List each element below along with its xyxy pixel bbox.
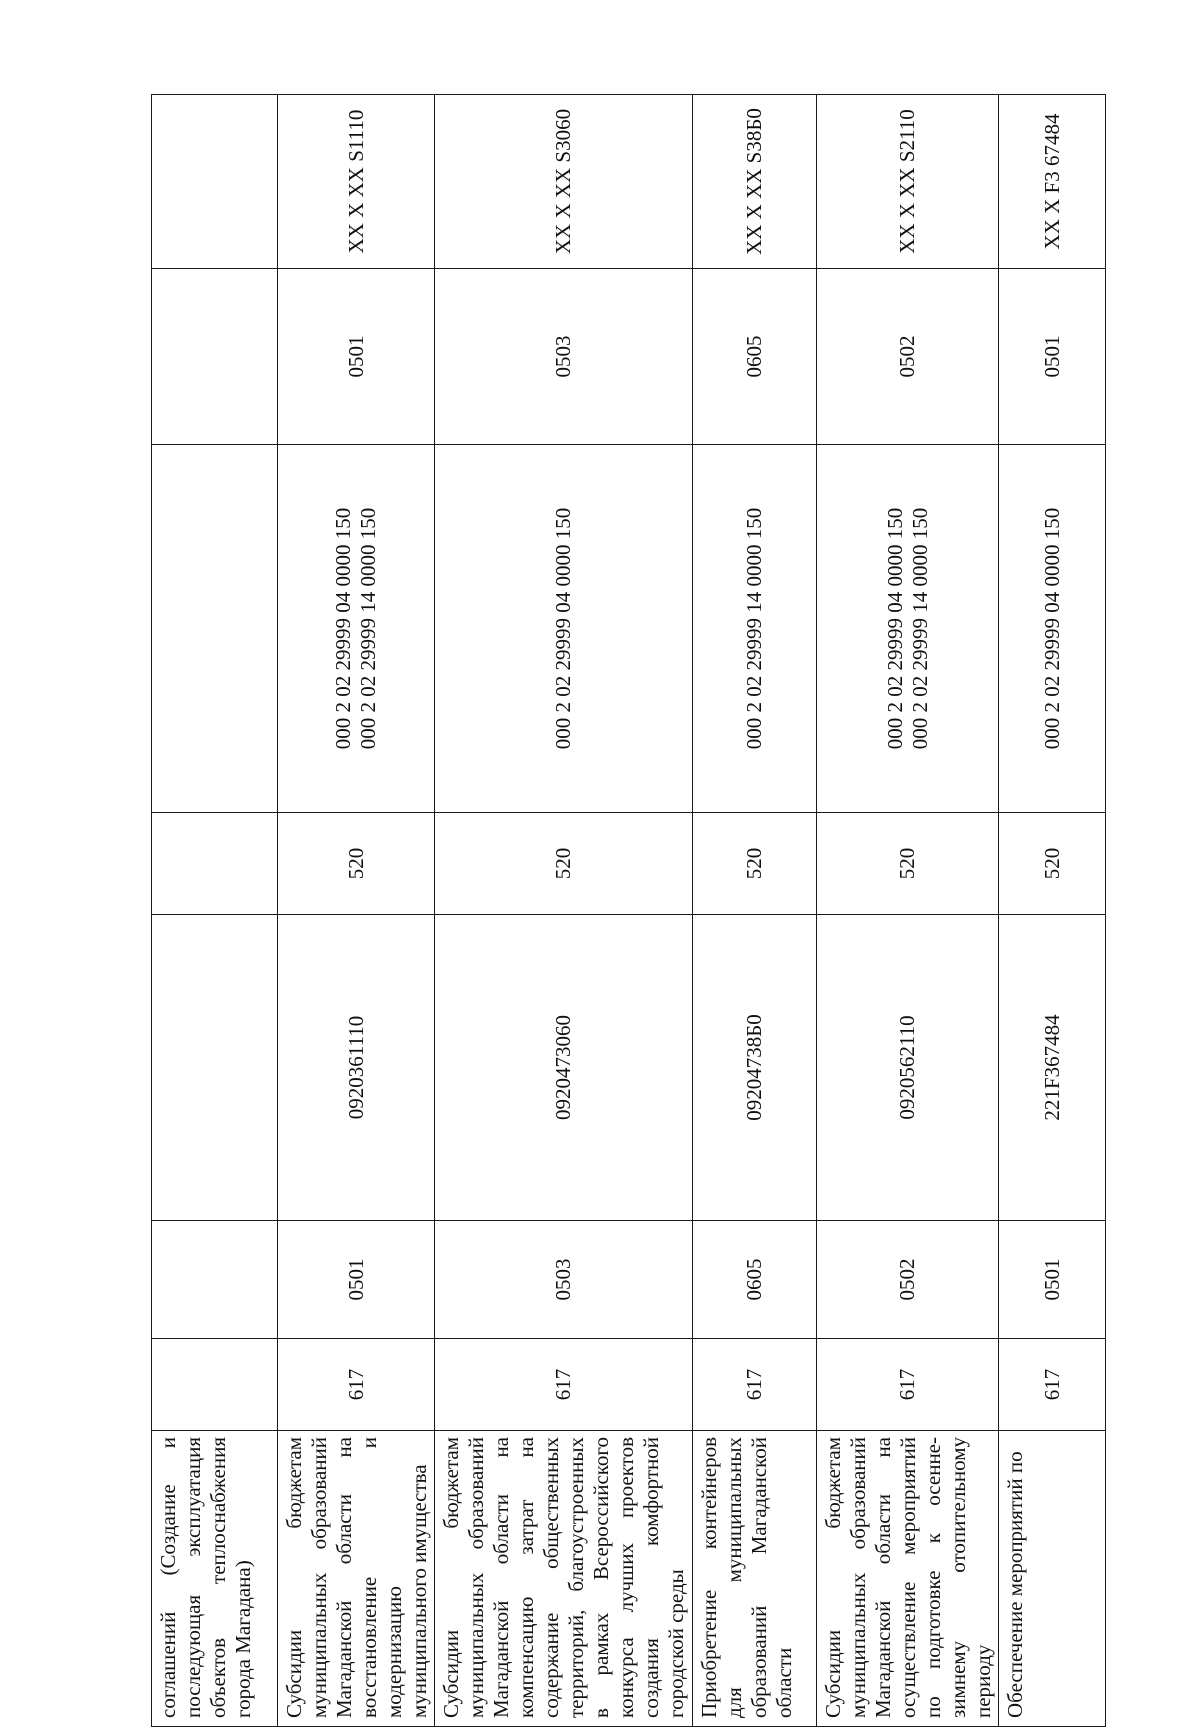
cell-income-codes (817, 445, 999, 813)
cell-razdel: 0501 (278, 1221, 435, 1339)
cell-razdel: 0503 (435, 1221, 693, 1339)
rotated-page (151, 95, 1086, 1727)
cell-razdel: 0605 (693, 1221, 817, 1339)
cell-cs-2: XX X XX S3060 (435, 95, 693, 269)
income-code: 000 2 02 29999 04 0000 150 (1039, 507, 1064, 750)
table-row (435, 95, 693, 1727)
cell-vr: 520 (817, 813, 999, 915)
cell-vr: 520 (693, 813, 817, 915)
cell-grbs: 617 (817, 1339, 999, 1431)
cell-grbs (152, 1339, 278, 1431)
cell-cs: 0920361110 (278, 915, 435, 1221)
income-code: 000 2 02 29999 04 0000 150 (882, 507, 907, 750)
table-row (278, 95, 435, 1727)
cell-grbs: 617 (278, 1339, 435, 1431)
cell-description: Обеспечение мероприятий по (999, 1431, 1106, 1727)
cell-description: Приобретение контейнеров для муниципальных образований Магаданской области (693, 1431, 817, 1727)
cell-vr: 520 (278, 813, 435, 915)
income-code: 000 2 02 29999 14 0000 150 (907, 507, 932, 750)
cell-income-codes (999, 445, 1106, 813)
cell-description: Субсидии бюджетам муниципальных образований Магаданской области на осуществление мероприятий по подготовке к осенне-зимнему отопительному периоду (817, 1431, 999, 1727)
income-code: 000 2 02 29999 14 0000 150 (742, 507, 766, 750)
cell-razdel-2: 0501 (999, 269, 1106, 445)
cell-income-codes (435, 445, 693, 813)
table-row (152, 95, 278, 1727)
cell-razdel-2: 0503 (435, 269, 693, 445)
table-row (693, 95, 817, 1727)
cell-grbs: 617 (435, 1339, 693, 1431)
cell-cs-2: XX X XX S1110 (278, 95, 435, 269)
cell-cs: 221F367484 (999, 915, 1106, 1221)
cell-cs-2: XX X F3 67484 (999, 95, 1106, 269)
cell-cs: 09204738Б0 (693, 915, 817, 1221)
cell-razdel-2: 0502 (817, 269, 999, 445)
cell-description: Субсидии бюджетам муниципальных образований Магаданской области на восстановление и модернизацию муниципального имущества (278, 1431, 435, 1727)
cell-cs: 0920562110 (817, 915, 999, 1221)
cell-vr (152, 813, 278, 915)
cell-cs: 0920473060 (435, 915, 693, 1221)
cell-cs-2: XX X XX S38Б0 (693, 95, 817, 269)
cell-vr: 520 (999, 813, 1106, 915)
cell-description: Субсидии бюджетам муниципальных образований Магаданской области на компенсацию затрат на содержание общественных территорий, благоустроенных в рамках Всероссийского конкурса лучших проектов создания комфортной городской среды (435, 1431, 693, 1727)
cell-income-codes (152, 445, 278, 813)
income-code: 000 2 02 29999 04 0000 150 (551, 507, 575, 750)
budget-codes-table (151, 94, 1106, 1727)
cell-razdel: 0501 (999, 1221, 1106, 1339)
table-row (999, 95, 1106, 1727)
cell-cs-2 (152, 95, 278, 269)
income-code: 000 2 02 29999 14 0000 150 (356, 507, 380, 750)
cell-cs-2: XX X XX S2110 (817, 95, 999, 269)
cell-razdel-2 (152, 269, 278, 445)
cell-income-codes (693, 445, 817, 813)
table-row (817, 95, 999, 1727)
cell-income-codes (278, 445, 435, 813)
cell-razdel-2: 0605 (693, 269, 817, 445)
cell-cs (152, 915, 278, 1221)
cell-grbs: 617 (693, 1339, 817, 1431)
cell-razdel: 0502 (817, 1221, 999, 1339)
cell-vr: 520 (435, 813, 693, 915)
income-code: 000 2 02 29999 04 0000 150 (331, 507, 355, 750)
cell-razdel (152, 1221, 278, 1339)
cell-description: соглашений (Создание и последующая эксплуатация объектов теплоснабжения города Магадана) (152, 1431, 278, 1727)
cell-razdel-2: 0501 (278, 269, 435, 445)
cell-grbs: 617 (999, 1339, 1106, 1431)
